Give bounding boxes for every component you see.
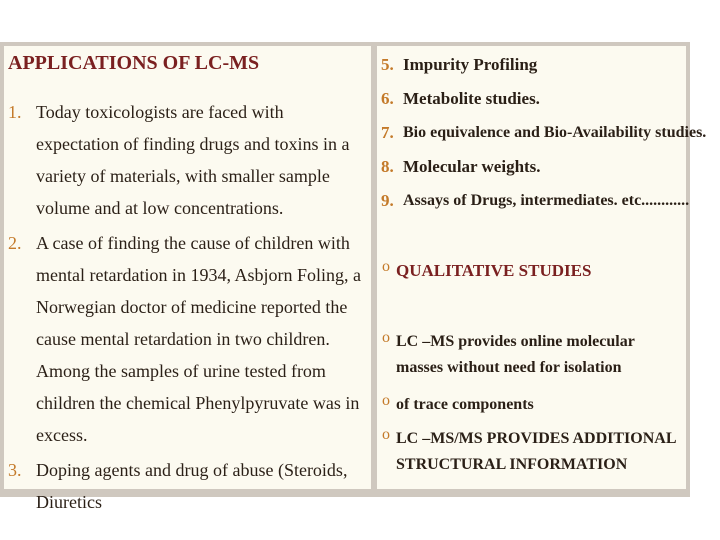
- applications-continued-panel: [377, 46, 707, 489]
- applications-panel: [4, 46, 371, 512]
- bullet-heading: [382, 258, 682, 284]
- applications-list: [8, 96, 370, 521]
- bullet-marker: o: [382, 392, 390, 409]
- item-text: Molecular weights.: [403, 157, 541, 176]
- list-item: [381, 82, 686, 116]
- bullet-text: of trace components: [396, 396, 534, 413]
- bullet-marker: o: [382, 258, 390, 275]
- list-item: [8, 454, 370, 518]
- bullet-text: LC –MS provides online molecular masses without need for isolation: [396, 333, 635, 376]
- bullet-item: [382, 426, 682, 478]
- slide-frame: [0, 42, 707, 512]
- item-number: 5.: [381, 55, 394, 74]
- item-text: Bio equivalence and Bio-Availability studies.: [403, 124, 707, 141]
- item-number: 3.: [8, 460, 22, 480]
- list-item: [381, 150, 686, 184]
- item-text: A case of finding the cause of children with mental retardation in 1934, Asbjorn Foling, a Norwegian doctor of medicine reported the cause mental retardation in two children. Among the samples of urine tested from children the chemical Phenylpyruvate was in excess.: [36, 233, 361, 445]
- bullet-marker: o: [382, 329, 390, 346]
- item-number: 1.: [8, 102, 22, 122]
- item-number: 2.: [8, 233, 22, 253]
- item-text: Impurity Profiling: [403, 55, 538, 74]
- item-text: Assays of Drugs, intermediates. etc............: [403, 192, 690, 209]
- item-text: Metabolite studies.: [403, 89, 540, 108]
- item-text: Doping agents and drug of abuse (Steroids, Diuretics: [36, 460, 348, 512]
- item-text: Today toxicologists are faced with expectation of finding drugs and toxins in a variety of materials, with smaller sample volume and at low concentrations.: [36, 102, 350, 218]
- bullet-item: [382, 392, 682, 418]
- bullet-text: LC –MS/MS PROVIDES ADDITIONAL STRUCTURAL INFORMATION: [396, 430, 676, 473]
- item-number: 6.: [381, 89, 394, 108]
- list-item: [381, 48, 686, 82]
- item-number: 9.: [381, 191, 394, 210]
- bullet-text: QUALITATIVE STUDIES: [396, 261, 592, 280]
- bullet-item: [382, 329, 682, 381]
- panel-heading: APPLICATIONS OF LC-MS: [8, 52, 260, 74]
- list-item: [8, 227, 370, 451]
- list-item: [381, 116, 707, 150]
- applications-continued-list: [381, 48, 707, 218]
- item-number: 7.: [381, 123, 394, 142]
- list-item: [8, 96, 370, 224]
- list-item: [381, 184, 690, 218]
- item-number: 8.: [381, 157, 394, 176]
- bullet-marker: o: [382, 426, 390, 443]
